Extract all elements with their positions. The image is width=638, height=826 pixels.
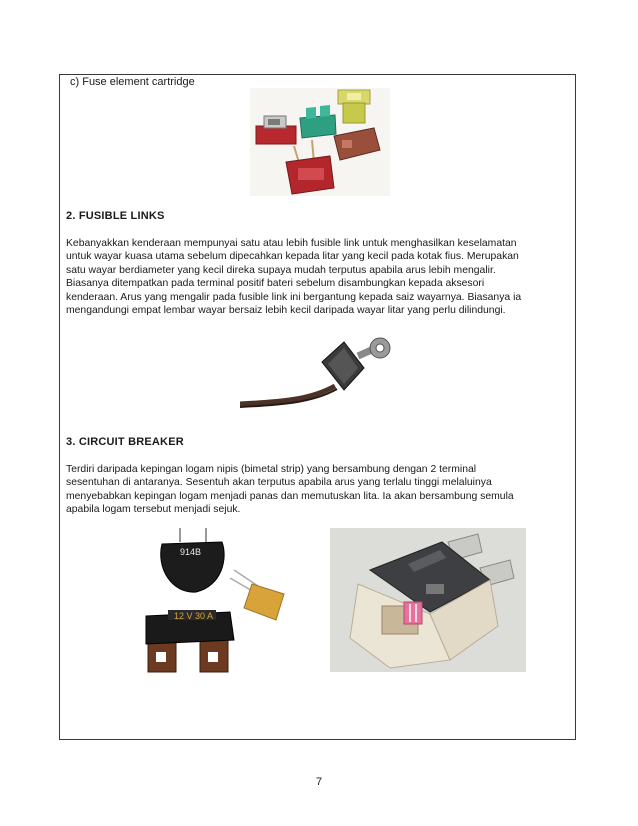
fuse-cartridge-photo: [250, 88, 390, 196]
breaker-label-914b: 914B: [180, 547, 202, 557]
circuit-breaker-photo-left: [142, 528, 302, 674]
page-number: 7: [315, 776, 323, 788]
circuit-breaker-paragraph: Terdiri daripada kepingan logam nipis (bimetal strip) yang bersambung dengan 2 terminal sesentuhan di antaranya. Sesentuh akan terputus apabila arus yang terlalu tinggi melaluinya menyebabkan kepingan logam menjadi panas dan memutuskan lita. Ia akan bersambung semula apabila logam tersebut menjadi sejuk.: [66, 464, 514, 516]
fusible-link-photo: [240, 334, 400, 412]
fusible-links-paragraph: Kebanyakkan kenderaan mempunyai satu atau lebih fusible link untuk menghasilkan keselamatan untuk wayar kuasa utama sebelum dipecahkan kepada litar yang kecil pada kotak fius. Merupakan satu wayar berdiameter yang kecil direka supaya mudah terputus apabila arus lebih mengalir. Biasanya ditempatkan pada terminal positif bateri sebelum disambungkan kepada aksesori kenderaan. Arus yang mengalir pada fusible link ini bergantung kepada saiz wayarnya. Biasanya ia mengandungi empat lembar wayar bersaiz lebih kecil daripada wayar litar yang perlu dilindungi.: [66, 238, 522, 317]
circuit-breaker-heading: 3. CIRCUIT BREAKER: [66, 436, 184, 448]
fusible-links-heading: 2. FUSIBLE LINKS: [66, 210, 165, 222]
circuit-breaker-photo-right: [330, 528, 526, 672]
fuse-cartridge-caption: c) Fuse element cartridge: [70, 76, 195, 88]
yellow-fuse: [338, 90, 370, 123]
breaker-label-12v30a: 12 V 30 A: [174, 611, 214, 621]
